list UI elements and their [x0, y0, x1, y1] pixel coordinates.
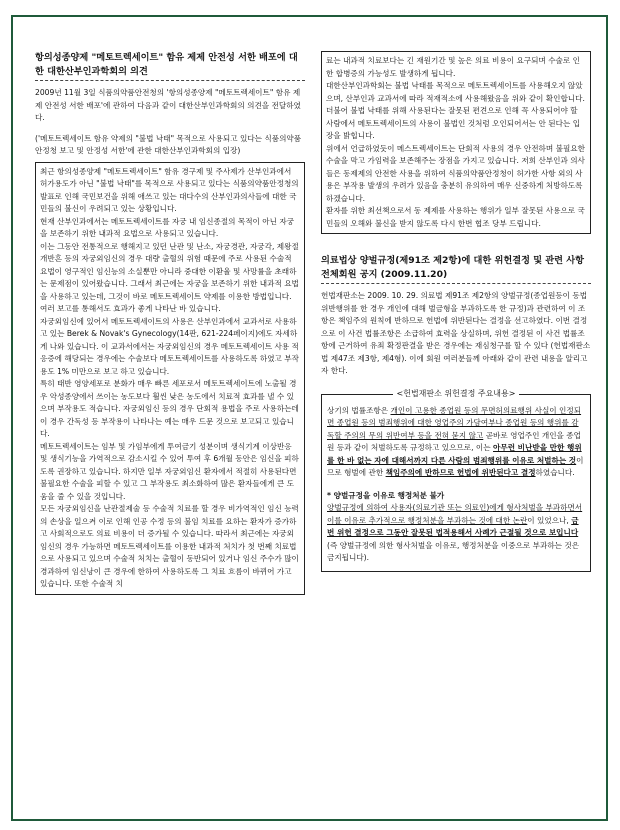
- statement-paragraph: 료는 내과적 치료보다는 긴 재원기간 및 높은 의료 비용이 요구되며 수술로 인한 합병증의 가능성도 발생하게 됩니다.: [326, 56, 580, 78]
- statement-paragraph: 대한산부인과학회는 불법 낙태를 목적으로 메토트렉세이트를 사용해오지 않았으며, 산부인과 교과서에 따라 적재적소에 사용해왔음을 위와 같이 확인합니다. 더불어 불법 낙태를 위해 사용된다는 잘못된 편견으로 인해 꼭 사용되어야 할 사람에서 메토트렉세이트의 사용이 불법인 것처럼 오인되어서는 안 된다는 입장을 밝힙니다.: [326, 81, 585, 140]
- right-column: [321, 51, 591, 572]
- text-run: 하였습니다.: [535, 468, 575, 477]
- text-run: (즉 양벌규정에 의한 형사처벌을 이유로, 행정처분을 이중으로 부과하는 것은 금지됩니다).: [327, 540, 580, 562]
- statement-paragraph: 최근 항의성종양제 "메토트렉세이트" 함유 경구제 및 주사제가 산부인과에서 허가용도가 아닌 "불법 낙태"를 목적으로 사용되고 있다는 식품의약품안정청의 발표로 인해 국민보건을 위해 애쓰고 있는 대다수의 산부인과의사들에 대한 국민들의 불신이 우려되고 있는 상황입니다.: [40, 166, 299, 213]
- notice-paragraph: 헌법재판소는 2009. 10. 29. 의료법 제91조 제2항의 양벌규정(종업원등이 동법 위반행위를 한 경우 개인에 대해 벌금형을 부과하도록 한 규정)과 관련하여 이 조항은 책임주의 원칙에 반하므로 헌법에 위반된다는 결정을 선고하였다. 이번 결정으로 이 사건 법률조항은 소급하여 효력을 상실하며, 위헌 결정된 이 사건 법률조항에 근거하여 유죄 확정판결을 받은 경우에는 재심청구를 할 수 있다 (헌법재판소법 제47조 제3항, 제4형). 이에 회원 여러분들께 아래와 같이 관련 내용을 알리고자 한다.: [321, 291, 591, 375]
- statement-box-continued: [321, 51, 591, 234]
- text-run: 이 있었으나,: [527, 515, 572, 525]
- text-run: 곧바로 영업주인 개인을 종업원 등과 같이 처벌하도록 규정하고 있으므로, 이는: [327, 430, 581, 452]
- left-column: [35, 51, 305, 595]
- subheading: * 양벌규정을 이유로 행정처분 불가: [327, 490, 445, 500]
- statement-paragraph: 모든 자궁외임신을 난관절제술 등 수술적 치료를 할 경우 비가역적인 임신 능력의 손상을 일으켜 이로 인해 인공 수정 등의 불임 치료를 요하는 환자가 증가하고 사회적으로도 의료 비용이 더 증가될 수 있습니다. 따라서 최근에는 자궁외임신의 경우 가능하면 메토트렉세이트를 이용한 내과적 처치가 첫 번째 치료법으로 사용되고 있으며 수술적 처치는 출혈이 동반되어 있거나 임신 주수가 많이 경과하여 임신낭이 큰 경우에 한하여 사용하도록 그 치료 흐름이 바뀌어 가고 있습니다. 또한 수술적 치: [40, 504, 299, 588]
- text-run: 이므로 형벌에 관한: [327, 455, 584, 477]
- ruling-paragraph: [327, 405, 585, 480]
- statement-paragraph: 자궁외임신에 있어서 메토트렉세이트의 사용은 산부인과에서 교과서로 사용하고 있는 Berek & Novak's Gynecology(14판, 621-224페이지)에도 자세하게 나와 있습니다. 이 교과서에서는 자궁외임신의 경우 메토트렉세이트 사용 적응증에 해당되는 경우에는 수술보다 메토트렉세이트를 사용하도록 하였고 부작용도 1% 미만으로 보고 하고 있습니다.: [40, 316, 299, 376]
- title-divider: [35, 80, 305, 81]
- statement-paragraph: 현재 산부인과에서는 메토트렉세이트를 자궁 내 임신종절의 목적이 아닌 자궁을 보존하기 위한 내과적 요법으로 사용되고 있습니다.: [40, 216, 295, 238]
- statement-box: [35, 162, 305, 595]
- underlined-text: 양벌규정에 의하여 사용자(의료기관 또는 의료인)에게 형사처벌을 부과하면서 이를 이유로 추가적으로 행정처분을 부과하는 것에 대한 논란: [327, 503, 583, 525]
- statement-paragraph: 이는 그동안 전통적으로 행해지고 있던 난관 및 난소, 자궁경관, 자궁각, 제왕절개반흔 등의 자궁외임신의 경우 대량 출혈의 위험 때문에 주로 사용된 수술적 요법이 영구적인 임신능의 소실뿐만 아니라 중대한 이환율 및 사망률을 초래하는 문제점이 있어왔습니다. 그래서 최근에는 자궁을 보존하기 위한 내과적 요법을 사용하고 있는데, 그것이 바로 메토트렉세이트 약제를 이용한 방법입니다. 여러 보고를 통해서도 효과가 좋게 나타난 바 있습니다.: [40, 241, 299, 313]
- underlined-text: 개인이 고용한 종업원 등의 무면허의료행위 사실이 인정되면 종업원 등의 범죄행위에 대한 영업주의 가담여부나 종업원 등의 행위를 감독할 주의의 무의 위반여부 등을 전혀 묻지 않고: [327, 405, 582, 440]
- article-title: 항의성종양제 "메토트렉세이트" 함유 제제 안전성 서한 배포에 대한 대한산부인과학회의 의견: [35, 52, 298, 77]
- position-heading: ('메토트렉세이트 함유 약제의 "불법 낙태" 목적으로 사용되고 있다는 식품의약품안정청 보고 및 안정성 서한'에 관한 대한산부인과학회의 입장): [35, 133, 302, 155]
- ruling-summary-box: [321, 394, 591, 572]
- ruling-summary-heading: [321, 388, 591, 400]
- notice-title: 의료법상 양벌규정(제91조 제2항)에 대한 위헌결정 및 관련 사항 전체회원 공지 (2009.11.20): [321, 255, 584, 280]
- statement-paragraph: 특히 태반 영양세포로 분화가 매우 빠른 세포로서 메토트렉세이트에 노출될 경우 악성종양에서 쓰이는 농도보다 훨씬 낮은 농도에서 치료적 효과를 낼 수 있으며 부작용도 적습니다. 자궁외임신 등의 경우 단회적 용법을 주로 사용하는데 이 경우 간독성 등 부작용이 나타나는 예는 매우 드문 것으로 보고되고 있습니다.: [40, 379, 299, 438]
- intro-paragraph: 2009년 11월 3일 식품의약품안전청의 '항의성종양제 "메토트렉세이트" 함유 제제 안전성 서한 배포'에 관하여 다음과 같이 대한산부인과학회의 의견을 전달하였다.: [35, 88, 301, 122]
- emphasized-text: 금번 위헌 결정으로 그동안 잘못된 법적용해서 사례가 근절될 것으로 보입니다: [327, 515, 579, 537]
- notice-divider: [321, 283, 591, 284]
- statement-paragraph: 위에서 언급하였듯이 메스트렉세이트는 단회적 사용의 경우 안전하며 불필요한 수술을 막고 가임력을 보존해주는 장점을 가지고 있습니다. 저희 산부인과 의사들은 동제제의 안전한 사용을 위하여 식품의약품안정청이 허가한 사항 외의 사용은 부작용 발생의 우려가 있음을 충분히 유의하여 매우 신중하게 처방하도록 하겠습니다.: [326, 143, 585, 203]
- ruling-summary: [321, 388, 591, 572]
- ruling-summary-title: <헌법재판소 위헌결정 주요내용>: [393, 389, 520, 398]
- emphasized-text: 아무런 비난받을 만한 행위를 한 바 없는 자에 대해서까지 다른 사람의 범죄행위를 이유로 처벌하는 것: [327, 443, 582, 465]
- ruling-paragraph: [327, 502, 585, 565]
- statement-paragraph: 환자를 위한 최선책으로서 동 제제를 사용하는 행위가 일부 잘못된 사용으로 국민들의 오해와 불신을 받지 않도록 다시 한번 협조 당부 드립니다.: [326, 206, 585, 228]
- newsletter-page: [11, 15, 608, 821]
- text-run: 상기의 법률조항은: [327, 405, 391, 415]
- statement-paragraph: 메토트렉세이트는 임부 및 가임부에게 투여금기 성분이며 생식기계 이상반응 및 생식기능을 가역적으로 감소시킬 수 있어 투여 후 6개월 동안은 임신을 피하도록 권장하고 있습니다. 하지만 일부 자궁외임신 환자에서 적절히 사용된다면 불필요한 수술을 피할 수 있고 그 부작용도 최소화하여 많은 환자들에게 큰 도움을 줄 수 있을 것입니다.: [40, 441, 299, 501]
- emphasized-text: 책임주의에 반하므로 헌법에 위반된다고 결정: [385, 468, 536, 477]
